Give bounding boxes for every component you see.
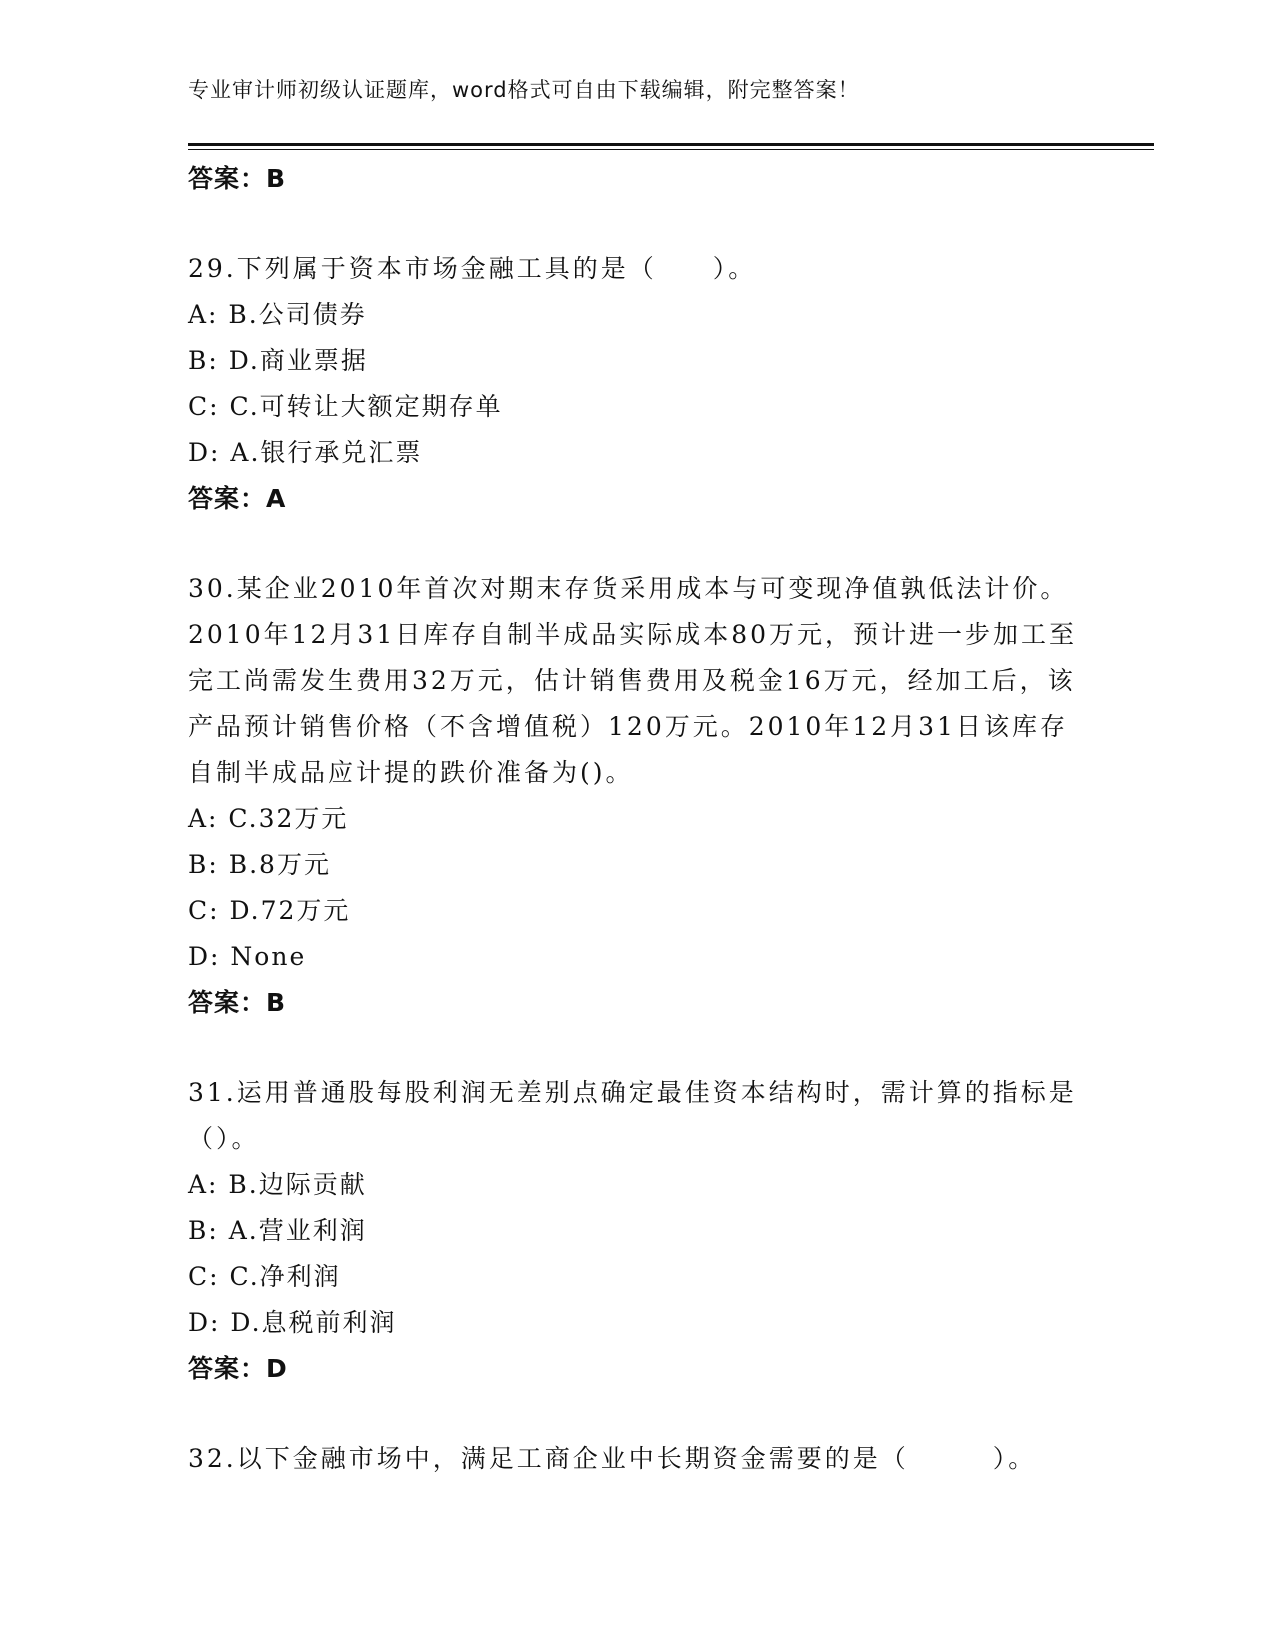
option-d: D: D.息税前利润 — [188, 1308, 397, 1337]
option-a: A: B.公司债券 — [188, 300, 367, 329]
answer-line: 答案：B — [188, 164, 287, 193]
option-a: A: C.32万元 — [188, 804, 349, 833]
option-d: D: A.银行承兑汇票 — [188, 438, 423, 467]
option-a: A: B.边际贡献 — [188, 1170, 367, 1199]
question-stem: 29.下列属于资本市场金融工具的是（ ）。 — [188, 254, 757, 283]
option-b: B: A.营业利润 — [188, 1216, 367, 1245]
question-30 — [188, 566, 1088, 1026]
answer-line: 答案：B — [188, 988, 287, 1017]
page-header: 专业审计师初级认证题库，word格式可自由下载编辑，附完整答案！ — [188, 78, 860, 102]
question-31 — [188, 1070, 1088, 1392]
question-stem: 30.某企业2010年首次对期末存货采用成本与可变现净值孰低法计价。2010年12月31日库存自制半成品实际成本80万元，预计进一步加工至完工尚需发生费用32万元，估计销售费用及税金16万元，经加工后，该产品预计销售价格（不含增值税）120万元。2010年12月31日该库存自制半成品应计提的跌价准备为()。 — [188, 574, 1078, 787]
option-c: C: C.净利润 — [188, 1262, 341, 1291]
answer-line: 答案：A — [188, 484, 287, 513]
question-stem: 31.运用普通股每股利润无差别点确定最佳资本结构时，需计算的指标是（）。 — [188, 1078, 1077, 1153]
question-list — [188, 156, 1088, 1482]
option-b: B: D.商业票据 — [188, 346, 368, 375]
question-29 — [188, 246, 1088, 522]
question-32 — [188, 1436, 1088, 1482]
option-d: D: None — [188, 942, 307, 971]
header-divider — [188, 143, 1154, 146]
header-divider-thin — [188, 149, 1154, 150]
option-c: C: C.可转让大额定期存单 — [188, 392, 503, 421]
option-b: B: B.8万元 — [188, 850, 331, 879]
option-c: C: D.72万元 — [188, 896, 351, 925]
answer-line: 答案：D — [188, 1354, 288, 1383]
question-stem: 32.以下金融市场中，满足工商企业中长期资金需要的是（ ）。 — [188, 1444, 1037, 1473]
